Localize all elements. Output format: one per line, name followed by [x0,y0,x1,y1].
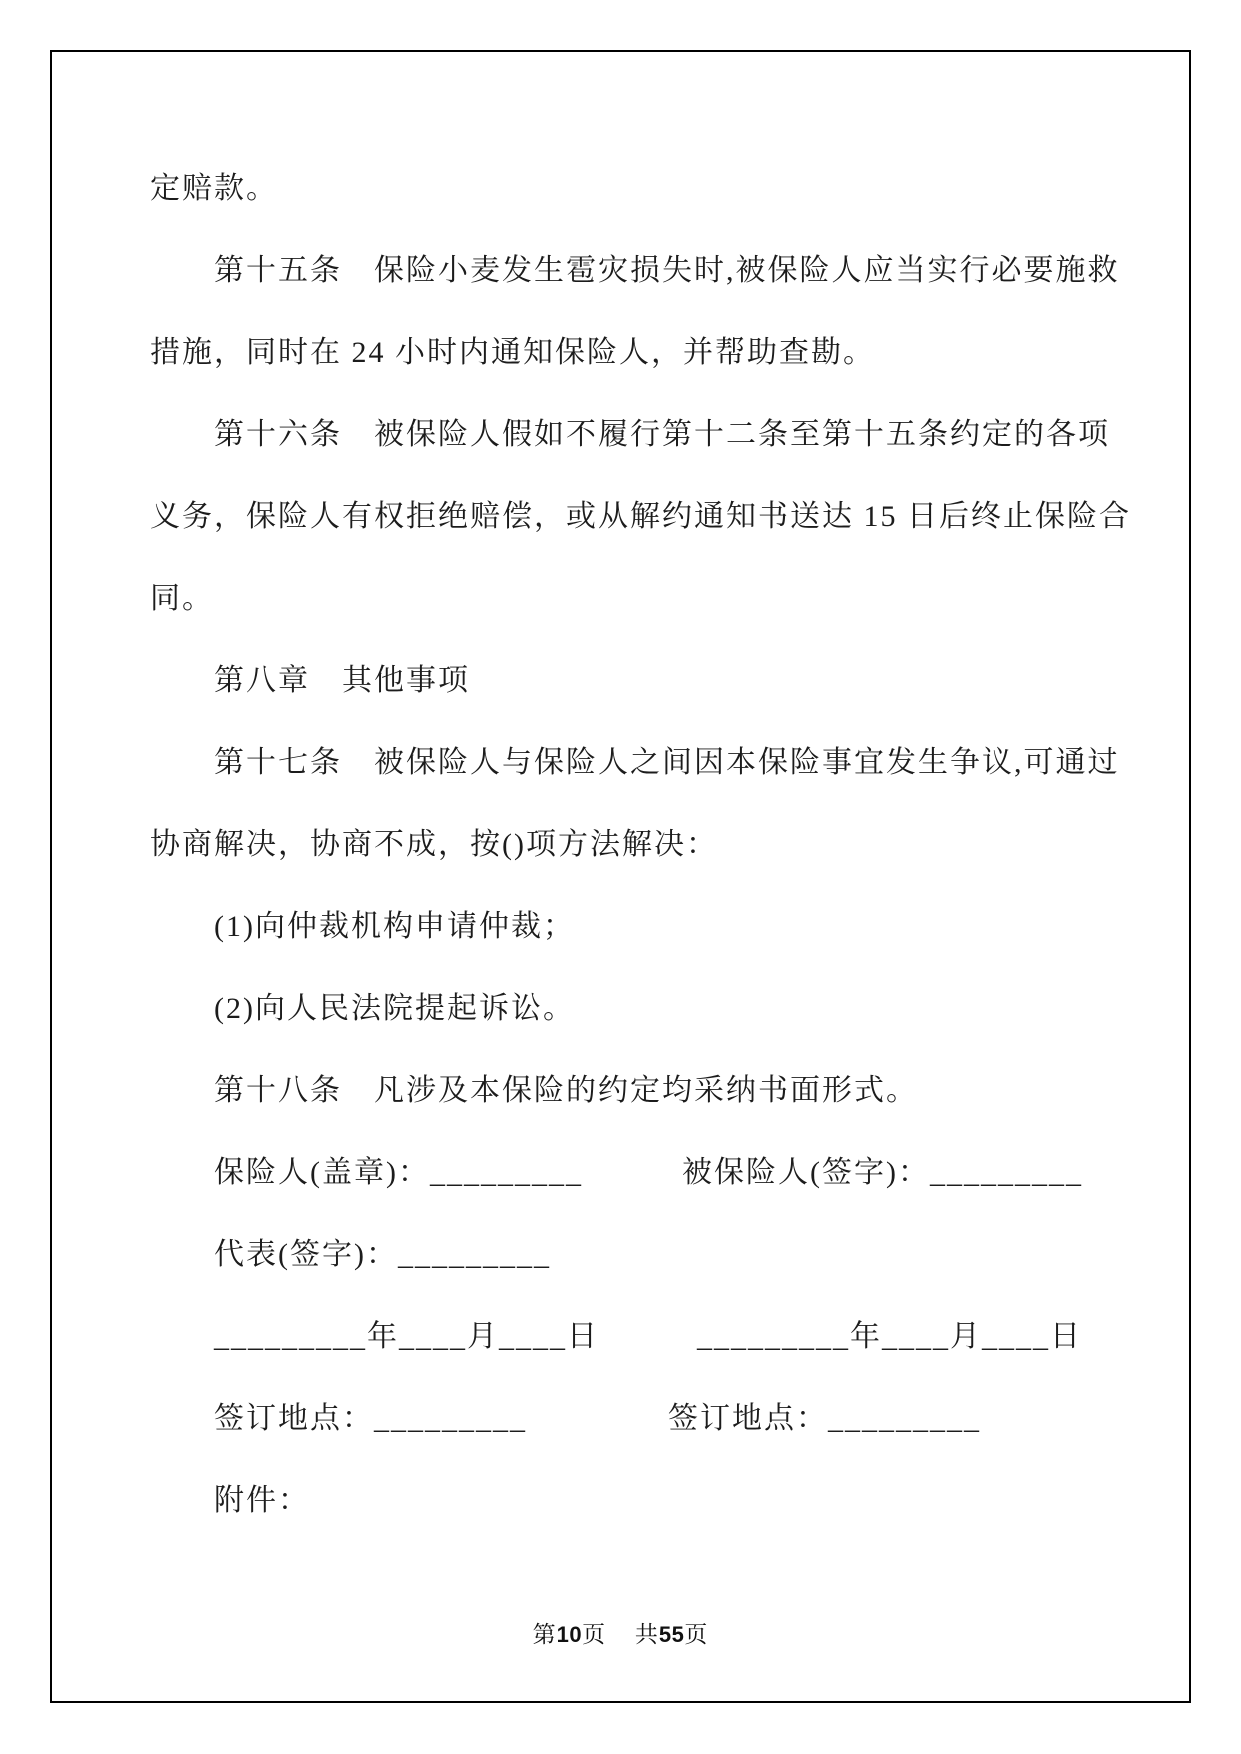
option-2-line: (2)向人民法院提起诉讼。 [214,992,575,1025]
total-suffix-label: 页 [684,1622,709,1647]
date-line-left: _________年____月____日 [214,1320,599,1353]
stamp-sign-row [150,1132,1100,1214]
current-page-number: 10 [556,1622,583,1647]
attachment-row [150,1460,1100,1542]
document-content [150,148,1131,1542]
total-pages-number: 55 [658,1622,685,1647]
page-prefix-label: 第 [532,1622,557,1647]
sign-place-left-label: 签订地点：_________ [214,1402,527,1435]
clause-17-heading-line: 第十七条 被保险人与保险人之间因本保险事宜发生争议,可通过 [214,746,1120,779]
date-row [150,1296,1100,1378]
clause-15-heading-line: 第十五条 保险小麦发生雹灾损失时,被保险人应当实行必要施救 [214,254,1120,287]
clause-15-continuation-line: 措施，同时在 24 小时内通知保险人，并帮助查勘。 [150,336,875,369]
clause-18-line: 第十八条 凡涉及本保险的约定均采纳书面形式。 [214,1074,918,1107]
clause-16-heading-line: 第十六条 被保险人假如不履行第十二条至第十五条约定的各项 [214,418,1110,451]
option-1-line: (1)向仲裁机构申请仲裁； [214,910,575,943]
date-line-right: _________年____月____日 [697,1320,1082,1353]
page-footer [0,1620,1241,1650]
attachment-label: 附件： [214,1484,310,1517]
clause-16-continuation-line: 义务，保险人有权拒绝赔偿，或从解约通知书送达 15 日后终止保险合 [150,500,1131,533]
total-prefix-label: 共 [634,1622,659,1647]
current-page-indicator [533,1620,606,1650]
insured-sign-label: 被保险人(签字)：_________ [682,1156,1083,1189]
total-pages-indicator [635,1620,708,1650]
representative-sign-row [150,1214,1100,1296]
sign-place-row [150,1378,1100,1460]
representative-sign-label: 代表(签字)：_________ [214,1238,551,1271]
insurer-stamp-label: 保险人(盖章)：_________ [214,1156,583,1189]
paragraph-tail-line: 定赔款。 [150,172,278,205]
clause-16-end-line: 同。 [150,582,214,615]
chapter-8-heading-line: 第八章 其他事项 [214,664,470,697]
page-suffix-label: 页 [582,1622,607,1647]
sign-place-right-label: 签订地点：_________ [668,1402,981,1435]
clause-17-continuation-line: 协商解决，协商不成，按()项方法解决： [150,828,718,861]
